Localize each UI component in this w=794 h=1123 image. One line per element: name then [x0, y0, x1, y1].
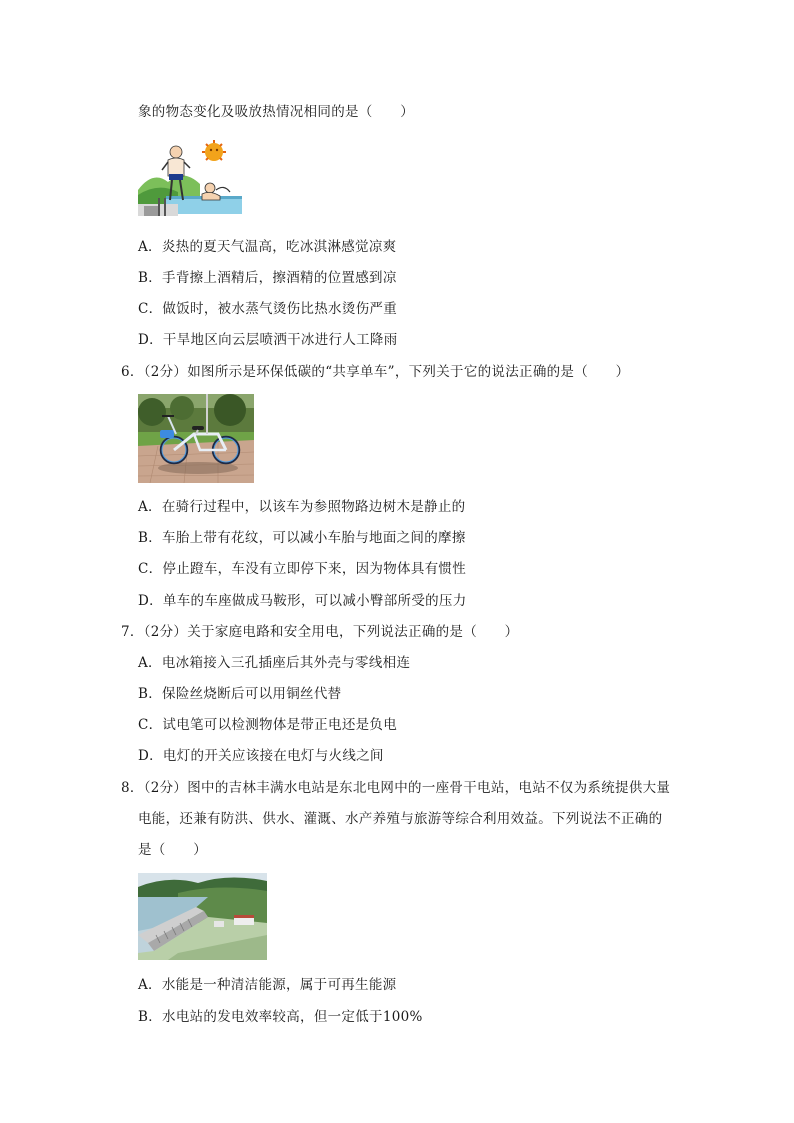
q5-option-a: A．炎热的夏天气温高，吃冰淇淋感觉凉爽 — [138, 239, 397, 255]
q6-option-a: A．在骑行过程中，以该车为参照物路边树木是静止的 — [138, 499, 466, 515]
cartoon-illustration — [138, 140, 242, 220]
q7-option-c: C．试电笔可以检测物体是带正电还是负电 — [138, 717, 398, 733]
q5-option-b: B．手背擦上酒精后，擦酒精的位置感到凉 — [138, 270, 397, 286]
q8-dam-photo — [138, 873, 267, 960]
q5-cartoon-figure — [138, 140, 242, 220]
q8-stem-line-1: 8．（2分）图中的吉林丰满水电站是东北电网中的一座骨干电站，电站不仅为系统提供大量 — [121, 780, 671, 796]
q8-option-b: B．水电站的发电效率较高，但一定低于100% — [138, 1009, 423, 1025]
q6-bike-photo — [138, 394, 254, 483]
q6-option-b: B．车胎上带有花纹，可以减小车胎与地面之间的摩擦 — [138, 530, 466, 546]
q7-option-d: D．电灯的开关应该接在电灯与火线之间 — [138, 748, 384, 764]
q8-option-a: A．水能是一种清洁能源，属于可再生能源 — [138, 977, 397, 993]
q5-option-d: D．干旱地区向云层喷洒干冰进行人工降雨 — [138, 332, 398, 348]
q5-option-c: C．做饭时，被水蒸气烫伤比热水烫伤严重 — [138, 301, 398, 317]
q6-stem: 6．（2分）如图所示是环保低碳的“共享单车”，下列关于它的说法正确的是（ ） — [121, 364, 630, 380]
q8-stem-line-3: 是（ ） — [138, 842, 207, 858]
shared-bike-illustration — [138, 394, 254, 483]
q7-stem: 7．（2分）关于家庭电路和安全用电，下列说法正确的是（ ） — [121, 624, 519, 640]
q7-option-b: B．保险丝烧断后可以用铜丝代替 — [138, 686, 342, 702]
hydropower-dam-illustration — [138, 873, 267, 960]
q7-option-a: A．电冰箱接入三孔插座后其外壳与零线相连 — [138, 655, 411, 671]
q8-stem-line-2: 电能，还兼有防洪、供水、灌溉、水产养殖与旅游等综合利用效益。下列说法不正确的 — [138, 811, 663, 827]
q5-stem-tail: 象的物态变化及吸放热情况相同的是（ ） — [138, 104, 414, 120]
q6-option-c: C．停止蹬车，车没有立即停下来，因为物体具有惯性 — [138, 561, 467, 577]
q6-option-d: D．单车的车座做成马鞍形，可以减小臀部所受的压力 — [138, 593, 467, 609]
